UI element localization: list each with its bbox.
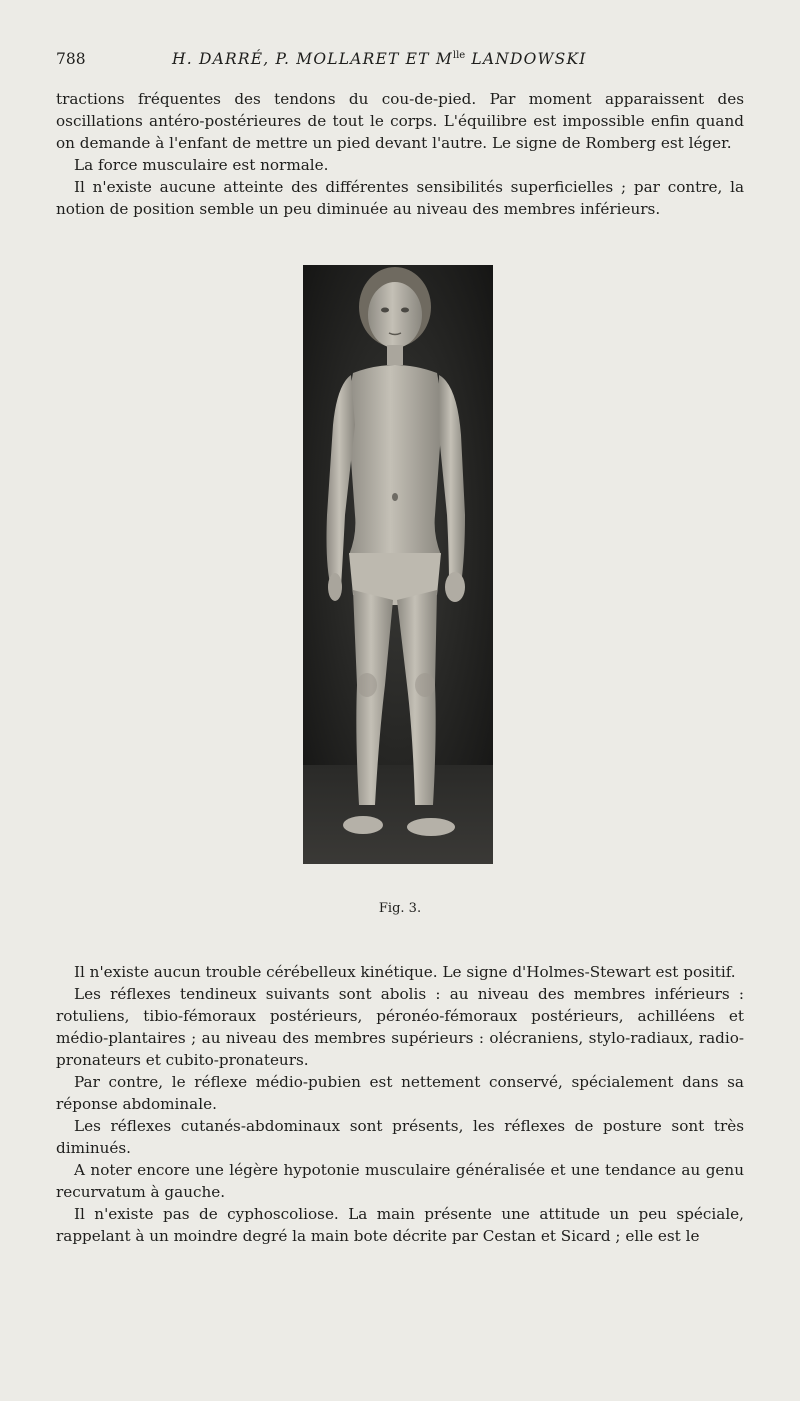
figure-photograph — [303, 265, 493, 864]
running-title-authors: H. DARRÉ, P. MOLLARET ET M — [172, 50, 453, 69]
running-header — [56, 50, 746, 74]
paragraph: Les réflexes cutanés-abdominaux sont présents, les réflexes de posture sont très diminués. — [56, 1117, 744, 1157]
running-title — [172, 50, 587, 68]
text-block-top — [56, 88, 744, 220]
paragraph: Il n'existe aucun trouble cérébelleux kinétique. Le signe d'Holmes-Stewart est positif. — [74, 963, 736, 981]
running-title-superscript: lle — [452, 50, 466, 61]
page-number: 788 — [56, 50, 86, 68]
text-block-bottom — [56, 961, 744, 1247]
paragraph: Il n'existe aucune atteinte des différentes sensibilités superficielles ; par contre, la notion de position semble un peu diminuée au niveau des membres inférieurs. — [56, 178, 744, 218]
running-title-last-author: LANDOWSKI — [465, 50, 587, 69]
paragraph: Les réflexes tendineux suivants sont abolis : au niveau des membres inférieurs : rotuliens, tibio-fémoraux postérieurs, péronéo-fémoraux postérieurs, achilléens et médio-plantaires ; au niveau des membres supérieurs : olécraniens, stylo-radiaux, radio-pronateurs et cubito-pronateurs. — [56, 985, 744, 1069]
paragraph: Il n'existe pas de cyphoscoliose. La main présente une attitude un peu spéciale, rappelant à un moindre degré la main bote décrite par Cestan et Sicard ; elle est le — [56, 1205, 744, 1245]
paragraph: A noter encore une légère hypotonie musculaire généralisée et une tendance au genu recurvatum à gauche. — [56, 1161, 744, 1201]
paragraph: tractions fréquentes des tendons du cou-de-pied. Par moment apparaissent des oscillations antéro-postérieures de tout le corps. L'équilibre est impossible enfin quand on demande à l'enfant de mettre un pied devant l'autre. Le signe de Romberg est léger. — [56, 90, 744, 152]
paragraph: Par contre, le réflexe médio-pubien est nettement conservé, spécialement dans sa réponse abdominale. — [56, 1073, 744, 1113]
standing-child-figure-illustration — [303, 265, 493, 864]
figure-caption: Fig. 3. — [378, 901, 422, 916]
paragraph: La force musculaire est normale. — [74, 156, 329, 174]
